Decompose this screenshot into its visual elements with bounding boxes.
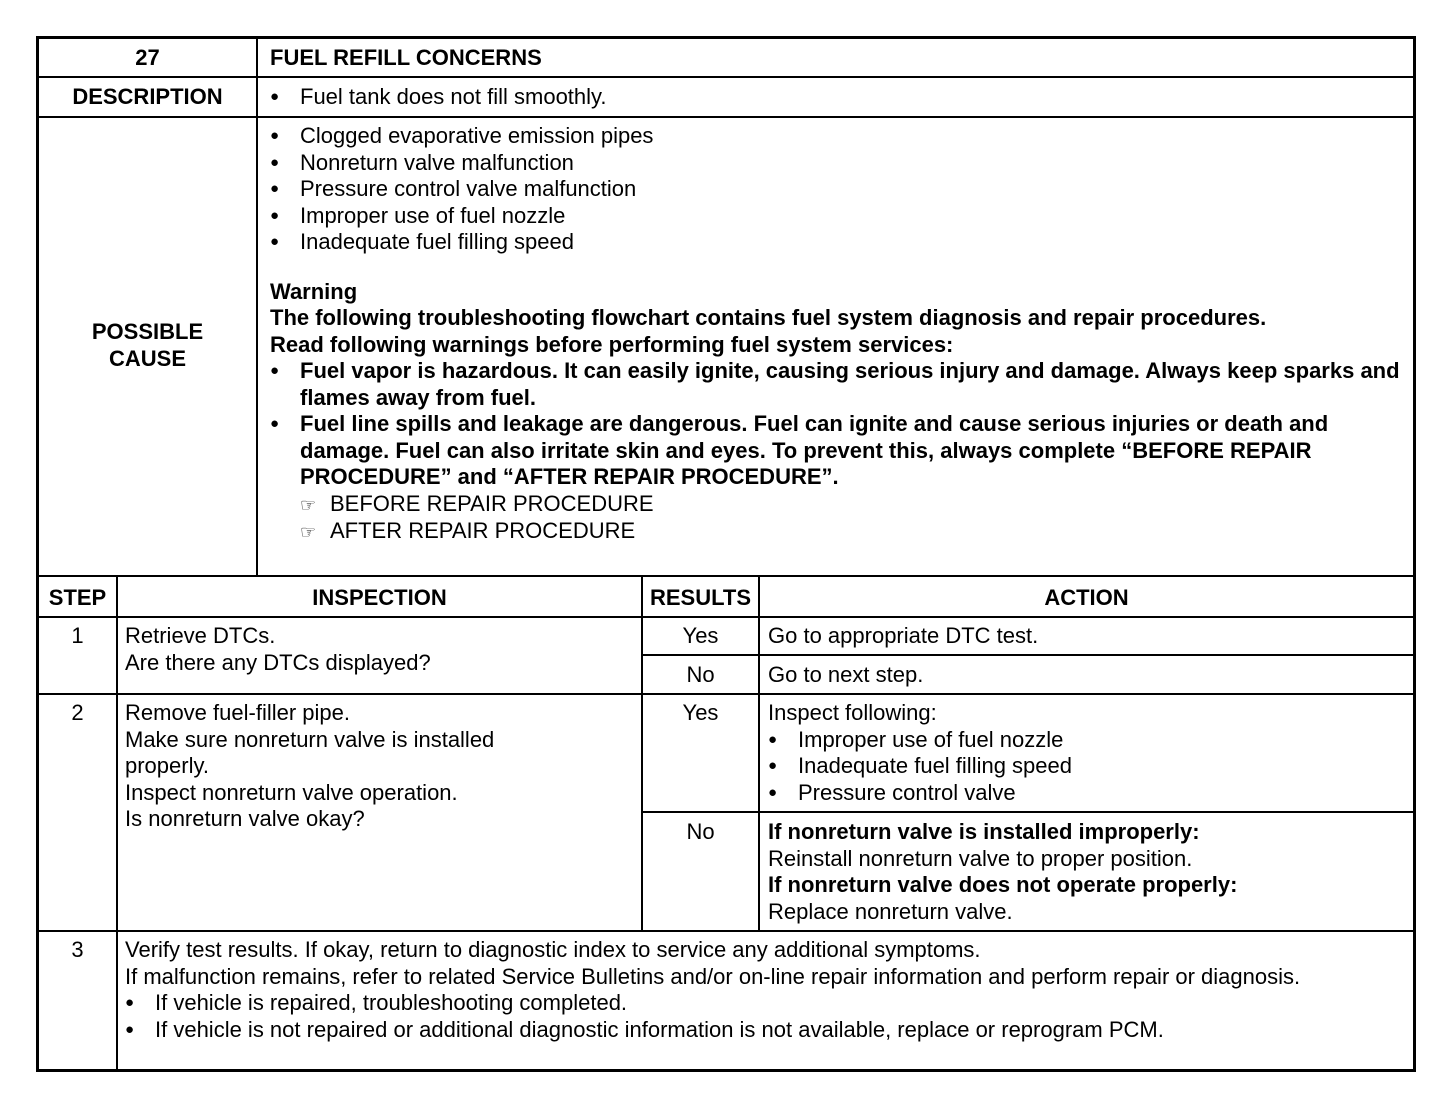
step3-bullet: ● If vehicle is repaired, troubleshooting completed. <box>125 990 1385 1017</box>
result-yes: Yes <box>682 623 719 648</box>
hand-pointer-icon: ☞ <box>300 522 317 542</box>
step-number: 1 <box>71 623 84 648</box>
step3-line: Verify test results. If okay, return to diagnostic index to service any additional symptoms. <box>125 937 981 962</box>
warning-intro-line1: The following troubleshooting flowchart contains fuel system diagnosis and repair procedures. <box>270 305 1267 330</box>
rule-step-column <box>116 577 118 1072</box>
step2-yes-action <box>768 700 1408 806</box>
action-heading: If nonreturn valve is installed improperly: <box>768 819 1200 844</box>
possible-cause-label <box>39 319 256 372</box>
results-header: RESULTS <box>649 585 752 610</box>
rule-table-header <box>39 616 1413 618</box>
step2-no-action <box>768 819 1408 925</box>
concern-number: 27 <box>135 45 160 70</box>
action-item: ● Improper use of fuel nozzle <box>768 727 1408 754</box>
action-heading: If nonreturn valve does not operate properly: <box>768 872 1238 897</box>
step-number: 3 <box>71 937 84 962</box>
step1-no-action: Go to next step. <box>768 662 924 687</box>
action-item: ● Inadequate fuel filling speed <box>768 753 1408 780</box>
warning-title: Warning <box>270 278 358 304</box>
inspection-line: Inspect nonreturn valve operation. <box>125 779 458 805</box>
result-yes: Yes <box>682 700 719 725</box>
inspection-header: INSPECTION <box>312 585 447 610</box>
inspection-line: Remove fuel-filler pipe. <box>125 700 350 725</box>
warning-bullet: ● Fuel vapor is hazardous. It can easily ignite, causing serious injury and damage. Always keep sparks and flames away from fuel. <box>270 358 1400 411</box>
possible-cause-content <box>270 123 1400 546</box>
description-label: DESCRIPTION <box>72 84 223 109</box>
reference-link-after[interactable] <box>270 518 1400 546</box>
rule-header <box>39 76 1413 78</box>
action-item: ● Pressure control valve <box>768 780 1408 807</box>
inspection-line: Retrieve DTCs. <box>125 623 276 648</box>
step1-inspection <box>125 623 635 676</box>
hand-pointer-icon: ☞ <box>300 494 317 515</box>
warning-intro-line2: Read following warnings before performing fuel system services: <box>270 331 954 357</box>
cause-list <box>270 123 1400 256</box>
cause-item: ● Inadequate fuel filling speed <box>270 229 1400 256</box>
description-item: ● Fuel tank does not fill smoothly. <box>270 84 1390 111</box>
reference-label: AFTER REPAIR PROCEDURE <box>330 518 636 543</box>
page-title: FUEL REFILL CONCERNS <box>270 45 542 70</box>
rule-step2 <box>39 930 1413 932</box>
step3-line: If malfunction remains, refer to related Service Bulletins and/or on-line repair information and perform repair or diagnosis. <box>125 963 1301 989</box>
action-intro: Inspect following: <box>768 700 937 725</box>
reference-link-before[interactable] <box>270 491 1400 519</box>
step3-content <box>125 937 1385 1043</box>
result-no: No <box>686 819 715 844</box>
step2-inspection <box>125 700 565 833</box>
step3-bullet: ● If vehicle is not repaired or additional diagnostic information is not available, replace or reprogram PCM. <box>125 1017 1385 1044</box>
result-no: No <box>686 662 715 687</box>
rule-results-column <box>758 577 760 932</box>
step1-yes-action: Go to appropriate DTC test. <box>768 623 1039 648</box>
step-header: STEP <box>48 585 107 610</box>
step-number: 2 <box>71 700 84 725</box>
troubleshooting-sheet <box>36 36 1416 1072</box>
action-text: Reinstall nonreturn valve to proper position. <box>768 845 1193 871</box>
rule-description <box>39 116 1413 118</box>
cause-item: ● Improper use of fuel nozzle <box>270 203 1400 230</box>
reference-label: BEFORE REPAIR PROCEDURE <box>330 490 654 516</box>
action-text: Replace nonreturn valve. <box>768 898 1013 924</box>
inspection-line: Is nonreturn valve okay? <box>125 806 365 831</box>
cause-item: ● Clogged evaporative emission pipes <box>270 123 1400 150</box>
inspection-line: Make sure nonreturn valve is installed properly. <box>125 726 495 778</box>
possible-cause-label-line1: POSSIBLE <box>91 319 204 344</box>
possible-cause-label-line2: CAUSE <box>108 345 186 371</box>
rule-label-column <box>256 39 258 577</box>
cause-item: ● Pressure control valve malfunction <box>270 176 1400 203</box>
rule-possible-cause <box>39 575 1413 577</box>
action-header: ACTION <box>1044 585 1129 610</box>
rule-step1 <box>39 693 1413 695</box>
cause-item: ● Nonreturn valve malfunction <box>270 150 1400 177</box>
inspection-line: Are there any DTCs displayed? <box>125 649 431 675</box>
warning-bullet: ● Fuel line spills and leakage are dangerous. Fuel can ignite and cause serious injuries or death and damage. Fuel can also irritate skin and eyes. To prevent this, always complete “BEFORE REPAIR PROCEDURE” and “AFTER REPAIR PROCEDURE”. <box>270 411 1400 491</box>
